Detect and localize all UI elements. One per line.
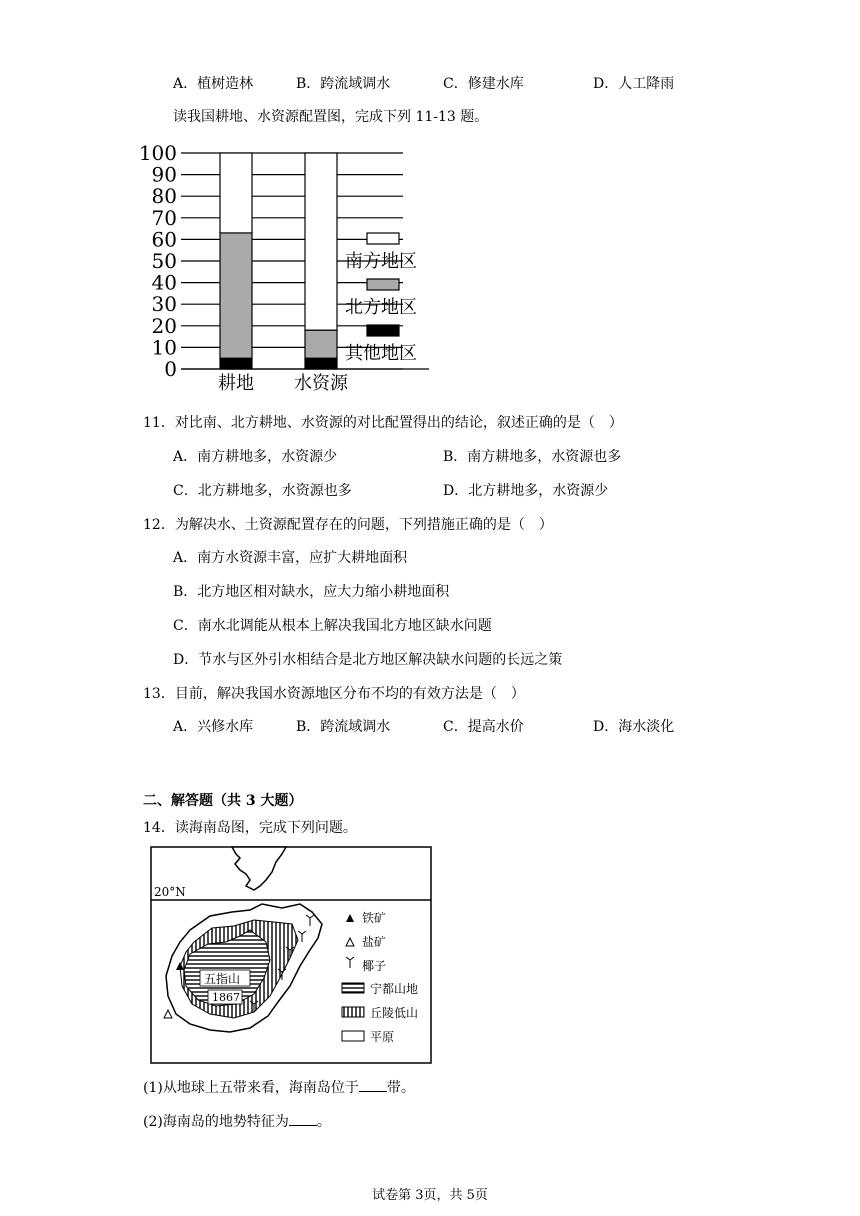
legend-label: 北方地区 <box>345 297 417 318</box>
q12-option-c: C．南水北调能从根本上解决我国北方地区缺水问题 <box>173 618 492 634</box>
plain-legend-swatch <box>342 1031 364 1041</box>
y-tick-label: 30 <box>151 292 177 317</box>
section2-title: 二、解答题（共 3 大题） <box>143 793 303 809</box>
q12-stem: 12．为解决水、土资源配置存在的问题，下列措施正确的是（ ） <box>143 517 553 533</box>
bar-segment <box>305 358 337 369</box>
answer-blank-1[interactable] <box>359 1079 387 1092</box>
q14-sub1: (1)从地球上五带来看，海南岛位于 带。 <box>143 1080 415 1096</box>
hainan-map <box>150 846 432 1064</box>
legend-swatch <box>367 233 399 244</box>
y-tick-label: 90 <box>151 162 177 187</box>
answer-blank-2[interactable] <box>289 1113 317 1126</box>
mountain-legend-swatch <box>342 983 364 993</box>
legend-mountain: 宁都山地 <box>370 982 419 996</box>
q11-option-a: A．南方耕地多，水资源少 <box>173 449 338 465</box>
legend-salt: 盐矿 <box>362 935 387 949</box>
legend-hills: 丘陵低山 <box>370 1006 419 1020</box>
q13-option-c: C．提高水价 <box>443 719 524 735</box>
q11-option-b: B．南方耕地多，水资源也多 <box>443 449 622 465</box>
q10-option-b: B．跨流域调水 <box>296 76 391 92</box>
latitude-label: 20°N <box>154 885 186 899</box>
x-tick-label: 水资源 <box>294 373 348 394</box>
q14-sub2: (2)海南岛的地势特征为 。 <box>143 1114 331 1130</box>
bar-segment <box>305 330 337 358</box>
legend-swatch <box>367 279 399 290</box>
q13-option-a: A．兴修水库 <box>173 719 254 735</box>
legend-label: 南方地区 <box>345 251 417 272</box>
q11-option-c: C．北方耕地多，水资源也多 <box>173 483 352 499</box>
bar-segment <box>220 153 252 233</box>
y-tick-label: 50 <box>151 249 177 273</box>
farmland-water-chart <box>135 138 455 400</box>
y-tick-label: 40 <box>151 270 177 295</box>
q13-stem: 13．目前，解决我国水资源地区分布不均的有效方法是（ ） <box>143 686 525 702</box>
y-tick-label: 80 <box>151 184 177 209</box>
y-tick-label: 60 <box>151 227 177 252</box>
q10-option-d: D．人工降雨 <box>593 76 675 92</box>
legend-coconut: 椰子 <box>362 959 387 973</box>
q11-option-d: D．北方耕地多，水资源少 <box>443 483 609 499</box>
mountain-name: 五指山 <box>204 972 241 986</box>
q10-option-a: A．植树造林 <box>173 76 254 92</box>
bar-segment <box>220 233 252 358</box>
y-tick-label: 20 <box>151 313 177 338</box>
q13-option-d: D．海水淡化 <box>593 719 675 735</box>
bar-segment <box>220 358 252 369</box>
q14-stem: 14．读海南岛图，完成下列问题。 <box>143 820 357 836</box>
intro-11-13: 读我国耕地、水资源配置图，完成下列 11-13 题。 <box>173 109 489 125</box>
q10-option-c: C．修建水库 <box>443 76 524 92</box>
legend-iron: 铁矿 <box>362 911 387 925</box>
legend-plain: 平原 <box>370 1030 395 1044</box>
y-tick-label: 0 <box>164 357 177 381</box>
elevation-label: 1867 <box>212 991 240 1004</box>
q12-option-a: A．南方水资源丰富，应扩大耕地面积 <box>173 550 408 566</box>
q12-option-b: B．北方地区相对缺水，应大力缩小耕地面积 <box>173 584 450 600</box>
legend-label: 其他地区 <box>345 343 417 364</box>
legend-swatch <box>367 325 399 336</box>
y-tick-label: 100 <box>138 141 177 165</box>
q11-stem: 11．对比南、北方耕地、水资源的对比配置得出的结论，叙述正确的是（ ） <box>143 415 623 431</box>
x-tick-label: 耕地 <box>218 373 254 394</box>
q13-option-b: B．跨流域调水 <box>296 719 391 735</box>
bar-segment <box>305 153 337 330</box>
y-tick-label: 10 <box>151 335 177 360</box>
hills-legend-swatch <box>342 1007 364 1017</box>
q12-option-d: D．节水与区外引水相结合是北方地区解决缺水问题的长远之策 <box>173 652 563 668</box>
page-footer: 试卷第 3页，共 5页 <box>372 1188 488 1203</box>
y-tick-label: 70 <box>151 205 177 230</box>
